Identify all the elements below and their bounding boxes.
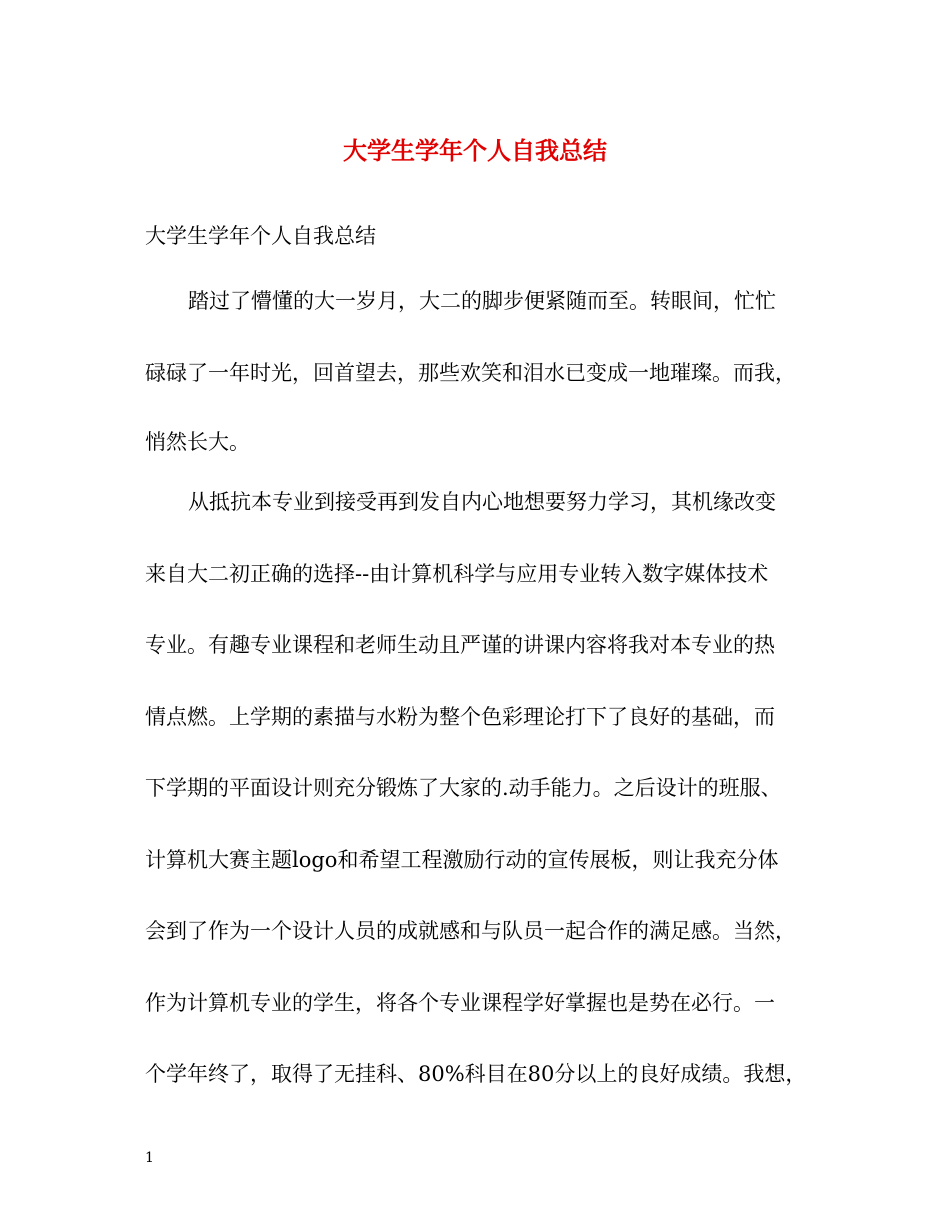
paragraph-line: 下学期的平面设计则充分锻炼了大家的.动手能力。之后设计的班服、 (145, 776, 782, 800)
paragraph-line: 情点燃。上学期的素描与水粉为整个色彩理论打下了良好的基础，而 (145, 705, 775, 729)
paragraph-line: 专业。有趣专业课程和老师生动且严谨的讲课内容将我对本专业的热 (145, 633, 775, 657)
paragraph-line: 计算机大赛主题logo和希望工程激励行动的宣传展板，则让我充分体 (145, 848, 779, 872)
paragraph-line: 个学年终了，取得了无挂科、80%科目在80分以上的良好成绩。我想， (145, 1062, 807, 1086)
page-number: 1 (145, 1150, 154, 1166)
paragraph-line: 来自大二初正确的选择--由计算机科学与应用专业转入数字媒体技术 (145, 562, 769, 586)
document-title: 大学生学年个人自我总结 (343, 136, 607, 165)
paragraph-line: 碌碌了一年时光，回首望去，那些欢笑和泪水已变成一地璀璨。而我， (145, 361, 796, 385)
paragraph-line: 作为计算机专业的学生，将各个专业课程学好掌握也是势在必行。一 (145, 991, 775, 1015)
paragraph-line: 会到了作为一个设计人员的成就感和与队员一起合作的满足感。当然， (145, 919, 796, 943)
document-subtitle: 大学生学年个人自我总结 (145, 224, 376, 248)
paragraph-line: 踏过了懵懂的大一岁月，大二的脚步便紧随而至。转眼间，忙忙 (188, 289, 776, 313)
paragraph-line: 从抵抗本专业到接受再到发自内心地想要努力学习，其机缘改变 (188, 490, 776, 514)
paragraph-line: 悄然长大。 (145, 430, 250, 454)
